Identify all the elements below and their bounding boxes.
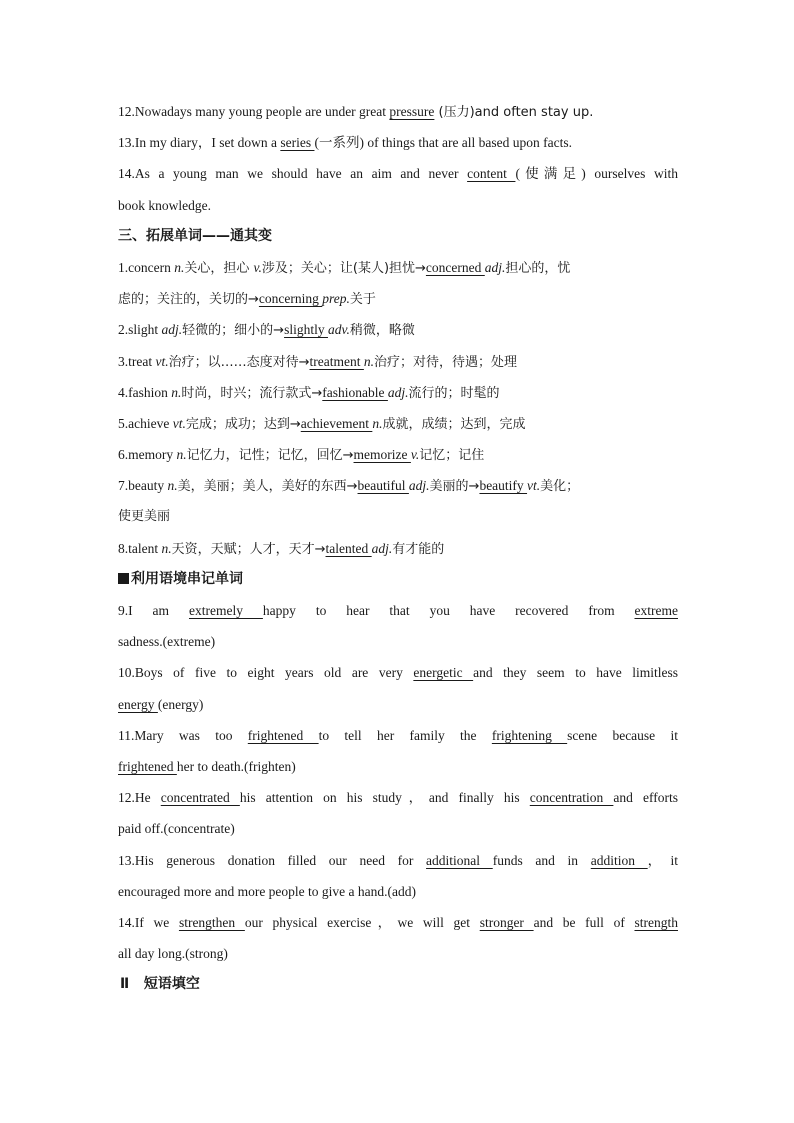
context-item-14-cont: all day long.(strong) [118, 946, 228, 962]
sentence-14: 14.As a young man we should have an aim and never content (使满足) ourselves with [118, 166, 678, 182]
context-item-14: 14.If we strengthen our physical exercise，we will get stronger and be full of strength [118, 914, 678, 930]
word-item-4: 4.fashion n.时尚，时兴；流行款式→fashionable adj.流行的；时髦的 [118, 384, 500, 401]
word-item-2: 2.slight adj.轻微的；细小的→slightly adv.稍微，略微 [118, 322, 415, 339]
answer-beautiful: beautiful [357, 478, 409, 494]
context-item-13: 13.His generous donation filled our need for additional funds and in addition ，it [118, 852, 678, 868]
context-item-12: 12.He concentrated his attention on his study，and finally his concentration and efforts [118, 790, 678, 806]
answer-strengthen: strengthen [178, 914, 245, 930]
word-item-1: 1.concern n.关心，担心 v.涉及；关心；让(某人)担忧→concerned adj.担心的，忧 [118, 259, 571, 276]
context-item-12-cont: paid off.(concentrate) [118, 821, 235, 837]
section-2-title: Ⅱ 短语填空 [120, 976, 200, 993]
context-title: 利用语境串记单词 [118, 564, 678, 595]
context-item-9: 9.I am extremely happy to hear that you have recovered from extreme [118, 603, 678, 618]
sentence-12: 12.Nowadays many young people are under great pressure (压力)and often stay up. [118, 104, 594, 120]
answer-talented: talented [325, 540, 372, 556]
answer-stronger: stronger [479, 914, 534, 930]
square-bullet-icon [118, 573, 129, 584]
answer-frightened-2: frightened [118, 758, 177, 774]
answer-fashionable: fashionable [322, 384, 388, 400]
word-item-6: 6.memory n.记忆力，记性；记忆，回忆→memorize v.记忆；记住 [118, 447, 485, 464]
answer-extreme: extreme [634, 603, 678, 618]
answer-memorize: memorize [353, 447, 411, 463]
document-page [118, 96, 678, 1000]
word-item-8: 8.talent n.天资，天赋；人才，天才→talented adj.有才能的 [118, 540, 445, 557]
sentence-14-cont: book knowledge. [118, 197, 211, 213]
word-item-7: 7.beauty n.美，美丽；美人，美好的东西→beautiful adj.美丽的→beautify vt.美化； [118, 478, 580, 495]
answer-slightly: slightly [284, 322, 328, 338]
answer-additional: additional [426, 852, 493, 868]
answer-strength: strength [634, 914, 678, 930]
sentence-13: 13.In my diary，I set down a series (一系列) of things that are all based upon facts. [118, 135, 573, 151]
word-item-1-cont: 虑的；关注的，关切的→concerning prep.关于 [118, 291, 376, 308]
word-item-5: 5.achieve vt.完成；成功；达到→achievement n.成就，成绩；达到，完成 [118, 415, 526, 432]
answer-beautify: beautify [479, 478, 528, 494]
context-item-10: 10.Boys of five to eight years old are very energetic and they seem to have limitless [118, 665, 678, 681]
answer-content: content [467, 166, 516, 182]
answer-concentrated: concentrated [160, 790, 240, 806]
word-item-7-cont: 使更美丽 [118, 509, 171, 525]
answer-frightening: frightening [491, 727, 568, 743]
answer-extremely: extremely [188, 603, 263, 618]
answer-frightened: frightened [247, 727, 319, 743]
context-item-9-cont: sadness.(extreme) [118, 634, 216, 650]
answer-concerning: concerning [258, 291, 323, 307]
answer-energy: energy [118, 696, 158, 712]
context-item-10-cont: energy (energy) [118, 696, 204, 712]
answer-achievement: achievement [300, 415, 373, 431]
context-item-11-cont: frightened her to death.(frighten) [118, 758, 296, 774]
answer-addition: addition [590, 852, 648, 868]
answer-series: series [280, 135, 315, 151]
context-item-13-cont: encouraged more and more people to give a hand.(add) [118, 883, 417, 899]
answer-energetic: energetic [413, 665, 474, 681]
answer-concerned: concerned [425, 259, 485, 275]
word-item-3: 3.treat vt.治疗；以……态度对待→treatment n.治疗；对待，待遇；处理 [118, 353, 518, 370]
answer-treatment: treatment [309, 353, 364, 369]
section-3-title: 三、拓展单词——通其变 [118, 227, 272, 244]
context-item-11: 11.Mary was too frightened to tell her family the frightening scene because it [118, 727, 678, 743]
answer-concentration: concentration [529, 790, 614, 806]
answer-pressure: pressure [389, 104, 435, 119]
